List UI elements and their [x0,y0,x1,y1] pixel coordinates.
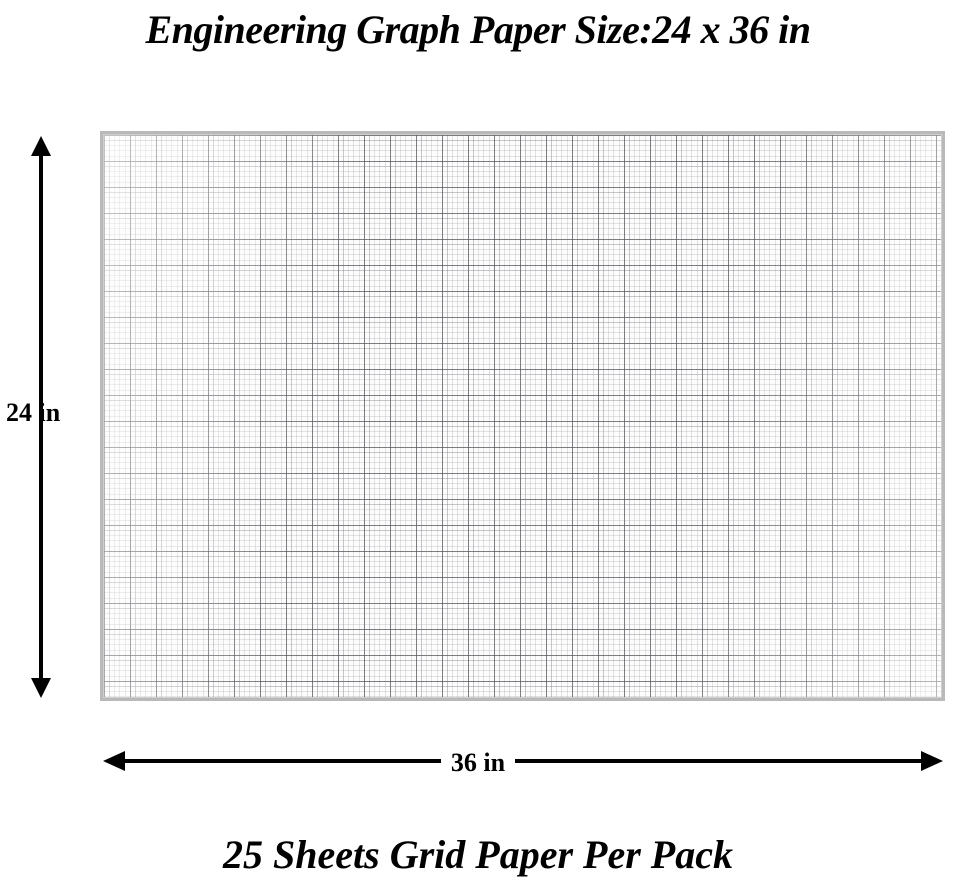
major-grid-lines [104,135,941,697]
width-dimension-label: 36 in [441,748,515,777]
graph-paper-sheet [100,131,945,701]
pack-caption: 25 Sheets Grid Paper Per Pack [223,832,733,877]
sheet-surface [103,134,942,698]
width-dimension-label-wrap [0,748,956,778]
height-dimension-label: 24 in [6,398,61,427]
page-title: Engineering Graph Paper Size:24 x 36 in [145,7,811,52]
